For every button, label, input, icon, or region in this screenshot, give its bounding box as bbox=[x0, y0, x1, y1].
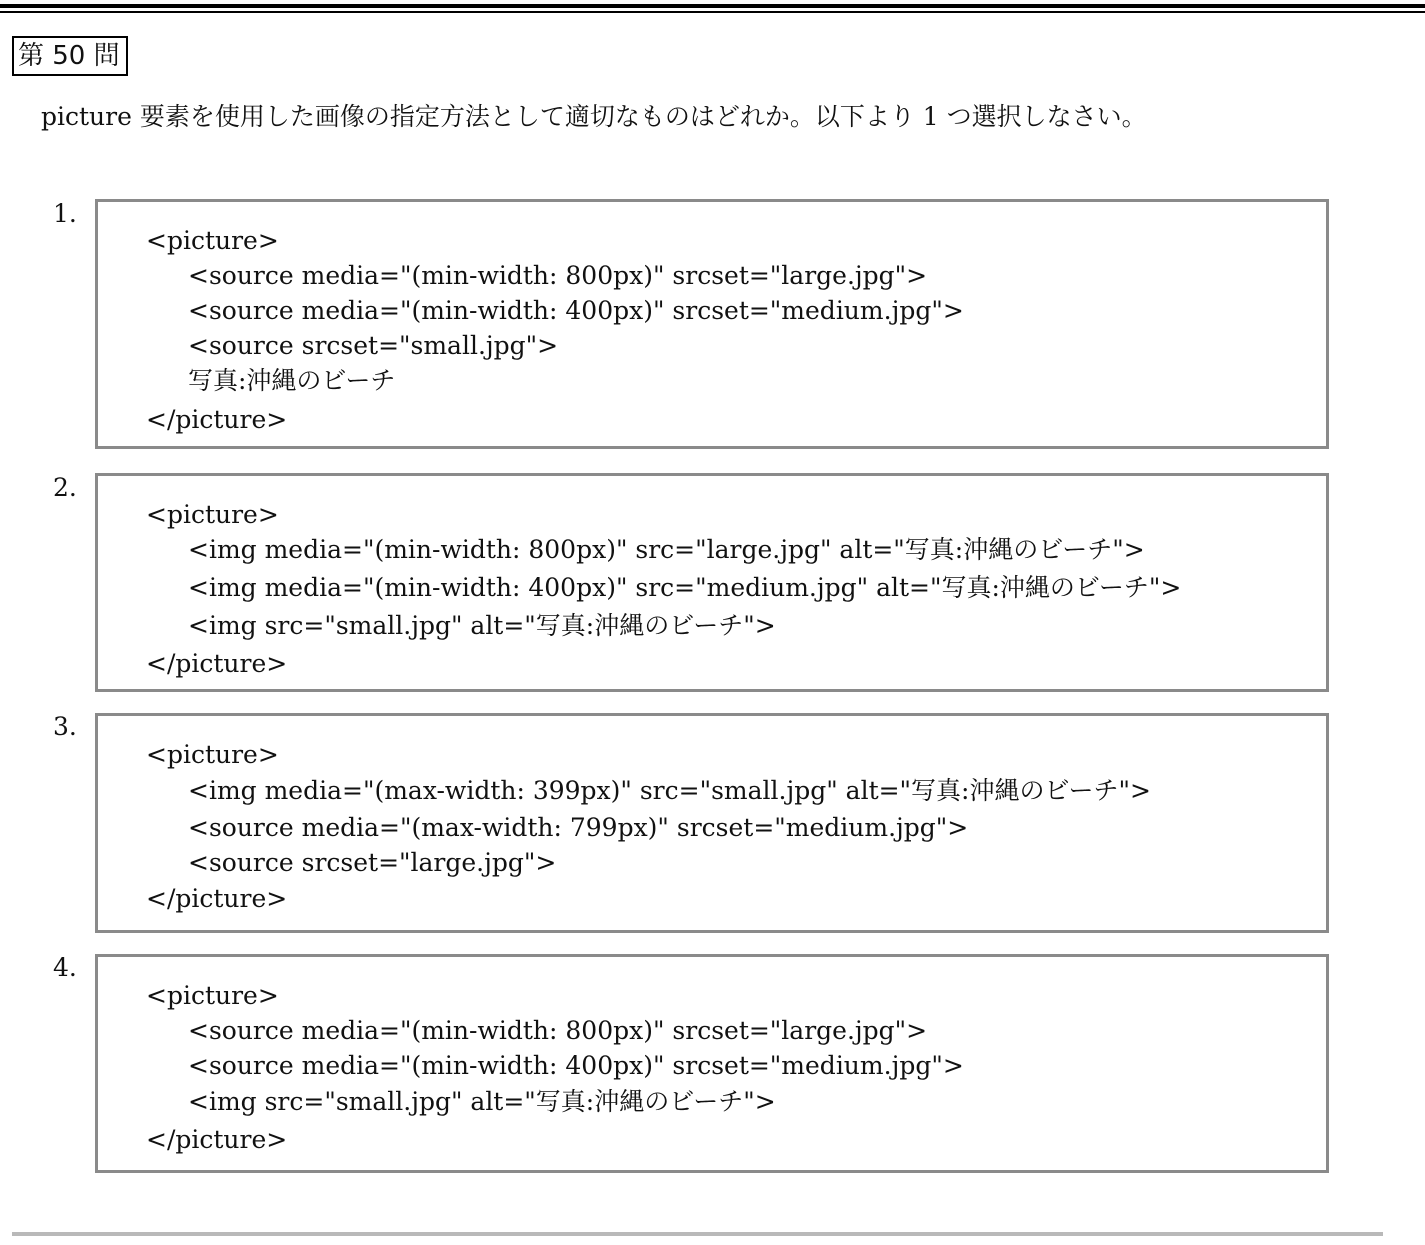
code-line: <source media="(max-width: 799px)" srcset="medium.jpg"> bbox=[188, 813, 969, 842]
code-line: <picture> bbox=[146, 981, 279, 1010]
bottom-rule bbox=[12, 1232, 1383, 1236]
code-line: <source media="(min-width: 400px)" srcset="medium.jpg"> bbox=[188, 1051, 964, 1080]
code-line: </picture> bbox=[146, 1125, 288, 1154]
code-line: <picture> bbox=[146, 226, 279, 255]
code-line: <img src="small.jpg" alt="写真:沖縄のビーチ"> bbox=[188, 1087, 776, 1116]
code-line: </picture> bbox=[146, 405, 288, 434]
code-line: <source media="(min-width: 400px)" srcset="medium.jpg"> bbox=[188, 296, 964, 325]
choice-4-number[interactable]: 4. bbox=[53, 953, 77, 982]
choice-3-code-box[interactable] bbox=[95, 713, 1329, 933]
code-line: </picture> bbox=[146, 649, 288, 678]
choice-3-number[interactable]: 3. bbox=[53, 712, 77, 741]
question-number-label: 第 50 問 bbox=[12, 36, 128, 76]
code-line: <source srcset="small.jpg"> bbox=[188, 331, 559, 360]
code-line: </picture> bbox=[146, 884, 288, 913]
choice-1-number[interactable]: 1. bbox=[53, 199, 77, 228]
choice-1-code-box[interactable] bbox=[95, 199, 1329, 449]
code-line: <picture> bbox=[146, 500, 279, 529]
code-line: <img media="(max-width: 399px)" src="small.jpg" alt="写真:沖縄のビーチ"> bbox=[188, 776, 1151, 805]
top-rule-secondary bbox=[0, 11, 1425, 13]
code-line: <img media="(min-width: 400px)" src="medium.jpg" alt="写真:沖縄のビーチ"> bbox=[188, 573, 1182, 602]
code-line: <source media="(min-width: 800px)" srcset="large.jpg"> bbox=[188, 1016, 928, 1045]
code-line: <picture> bbox=[146, 740, 279, 769]
top-rule bbox=[0, 4, 1425, 8]
choice-2-code-box[interactable] bbox=[95, 473, 1329, 692]
code-line: 写真:沖縄のビーチ bbox=[188, 366, 396, 395]
code-line: <source media="(min-width: 800px)" srcset="large.jpg"> bbox=[188, 261, 928, 290]
code-line: <img media="(min-width: 800px)" src="large.jpg" alt="写真:沖縄のビーチ"> bbox=[188, 535, 1145, 564]
code-line: <img src="small.jpg" alt="写真:沖縄のビーチ"> bbox=[188, 611, 776, 640]
choice-2-number[interactable]: 2. bbox=[53, 473, 77, 502]
code-line: <source srcset="large.jpg"> bbox=[188, 848, 557, 877]
question-text: picture 要素を使用した画像の指定方法として適切なものはどれか。以下より 1 つ選択しなさい。 bbox=[41, 102, 1147, 131]
choice-4-code-box[interactable] bbox=[95, 954, 1329, 1173]
